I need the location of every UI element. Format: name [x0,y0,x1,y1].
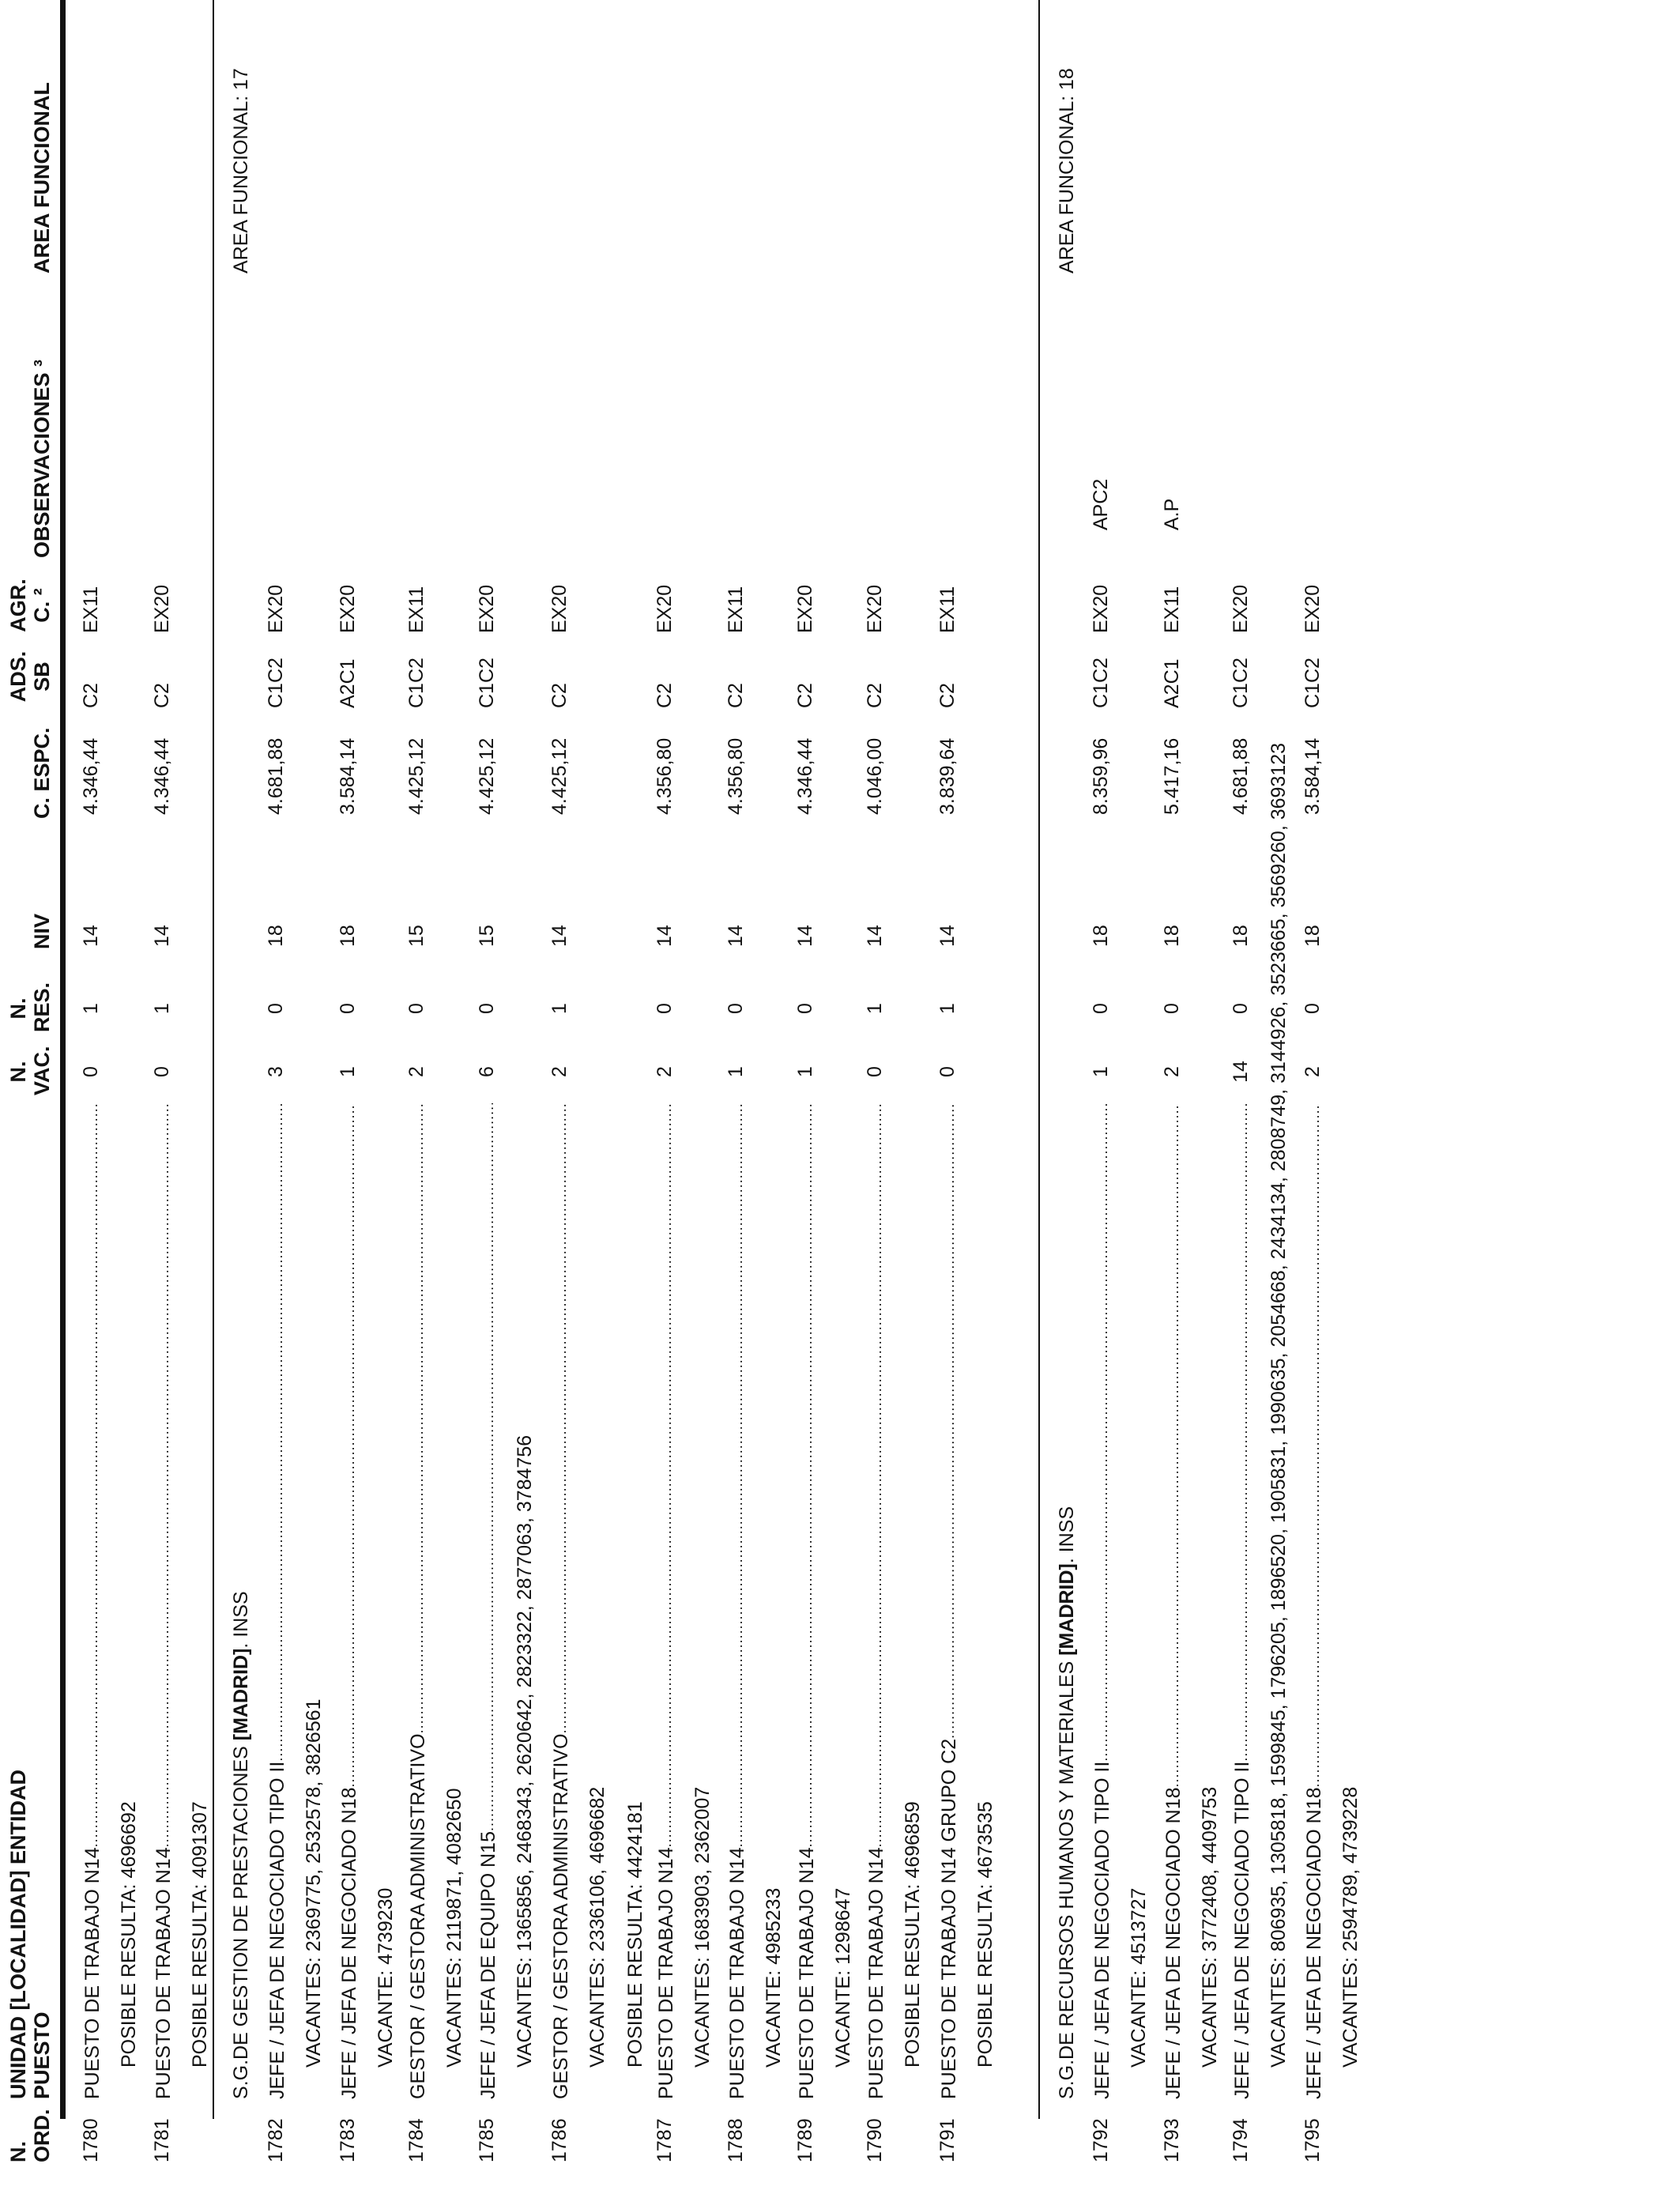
row-c-espc: 4.046,00 [864,737,886,815]
row-n-res: 1 [864,1003,886,1014]
row-ads-sb: C1C2 [405,658,428,708]
row-agr-c: EX20 [1230,584,1252,633]
row-n-res: 0 [476,1003,498,1014]
dot-leader [548,1103,573,1733]
row-n-res: 1 [151,1003,173,1014]
row-ads-sb: C2 [654,683,676,708]
row-n-vac: 1 [1090,1066,1112,1077]
row-detail: VACANTES: 2369775, 2532578, 3826561 [303,1698,325,2068]
row-niv: 14 [654,925,676,947]
dot-leader [724,1103,749,1847]
row-puesto-label: GESTOR / GESTORA ADMINISTRATIVO [550,1733,572,2099]
row-detail: VACANTES: 2119871, 4082650 [443,1788,465,2068]
row-order-number: 1781 [151,2118,173,2162]
dot-leader [1160,1103,1185,1787]
header-unidad-line2: PUESTO [30,2011,54,2099]
row-ads-sb: C1C2 [1301,658,1324,708]
row-ads-sb: C2 [864,683,886,708]
dot-leader [475,1103,500,1831]
header-n-res-line1: N. [6,997,30,1020]
row-n-res: 0 [725,1003,747,1014]
dot-leader [1301,1103,1326,1787]
row-agr-c: EX11 [1161,586,1183,633]
dot-leader [405,1103,430,1733]
row-puesto [548,1103,573,2099]
section-1-prefix: S.G.DE GESTION DE PRESTACIONES [230,1740,252,2099]
row-agr-c: EX20 [654,584,676,633]
header-observaciones: OBSERVACIONES ³ [30,359,54,558]
row-order-number: 1793 [1161,2118,1183,2162]
dot-leader [79,1103,104,1847]
row-detail: VACANTES: 2594789, 4739228 [1339,1786,1362,2068]
row-puesto [936,1103,961,2099]
row-c-espc: 4.425,12 [476,737,498,815]
row-order-number: 1782 [265,2118,287,2162]
dot-leader [653,1103,678,1847]
row-order-number: 1790 [864,2118,886,2162]
row-niv: 18 [337,925,359,947]
dot-leader [150,1103,175,1847]
row-detail: VACANTE: 4985233 [763,1887,785,2068]
section-rule-1 [213,0,214,2119]
row-niv: 15 [405,925,428,947]
row-order-number: 1784 [405,2118,428,2162]
row-c-espc: 3.584,14 [1301,737,1324,815]
header-ads-line1: ADS. [6,650,30,703]
row-ads-sb: A2C1 [1161,658,1183,708]
row-agr-c: EX20 [476,584,498,633]
row-detail: POSIBLE RESULTA: 4696859 [902,1801,924,2068]
header-n-res-line2: RES. [30,982,54,1032]
header-rule [60,0,66,2119]
row-n-res: 1 [936,1003,959,1014]
row-puesto-label: PUESTO DE TRABAJO N14 [81,1847,104,2099]
row-observaciones: APC2 [1090,478,1112,530]
row-puesto-label: JEFE / JEFA DE NEGOCIADO N18 [338,1787,360,2099]
row-niv: 14 [794,925,816,947]
row-detail: VACANTES: 2336106, 4696682 [586,1786,608,2068]
row-n-res: 0 [794,1003,816,1014]
row-niv: 18 [1090,925,1112,947]
row-ads-sb: C2 [936,683,959,708]
section-2-area: AREA FUNCIONAL: 18 [1056,68,1078,273]
row-c-espc: 8.359,96 [1090,737,1112,815]
row-order-number: 1788 [725,2118,747,2162]
row-niv: 14 [151,925,173,947]
row-n-vac: 0 [80,1066,102,1077]
section-1-suffix: . INSS [230,1591,252,1649]
row-puesto [405,1103,430,2099]
row-agr-c: EX20 [548,584,571,633]
row-order-number: 1783 [337,2118,359,2162]
row-agr-c: EX11 [80,586,102,633]
row-puesto-label: JEFE / JEFA DE NEGOCIADO N18 [1303,1787,1325,2099]
section-1-location: [MADRID] [230,1648,252,1741]
row-puesto-label: JEFE / JEFA DE NEGOCIADO N18 [1162,1787,1185,2099]
row-agr-c: EX20 [151,584,173,633]
row-detail: POSIBLE RESULTA: 4673535 [974,1801,996,2068]
row-puesto-label: PUESTO DE TRABAJO N14 [796,1847,818,2099]
row-n-res: 0 [1161,1003,1183,1014]
row-puesto [336,1103,361,2099]
row-ads-sb: C2 [80,683,102,708]
row-detail: VACANTE: 4739230 [375,1887,397,2068]
row-puesto [1160,1103,1185,2099]
row-puesto-label: GESTOR / GESTORA ADMINISTRATIVO [407,1733,429,2099]
row-puesto [79,1103,104,2099]
row-n-res: 0 [1301,1003,1324,1014]
row-order-number: 1787 [654,2118,676,2162]
dot-leader [264,1103,289,1762]
row-agr-c: EX11 [725,586,747,633]
section-1-area: AREA FUNCIONAL: 17 [230,68,252,273]
row-order-number: 1794 [1230,2118,1252,2162]
row-niv: 14 [725,925,747,947]
dot-leader [793,1103,819,1847]
row-agr-c: EX20 [337,584,359,633]
row-c-espc: 4.681,88 [265,737,287,815]
row-niv: 18 [265,925,287,947]
header-c-espc: C. ESPC. [30,727,54,819]
row-n-vac: 2 [548,1066,571,1077]
row-puesto-label: JEFE / JEFA DE NEGOCIADO TIPO II [266,1761,288,2099]
row-puesto-label: JEFE / JEFA DE NEGOCIADO TIPO II [1091,1761,1113,2099]
row-ads-sb: C1C2 [1230,658,1252,708]
row-ads-sb: A2C1 [337,658,359,708]
row-puesto [863,1103,888,2099]
row-puesto-label: PUESTO DE TRABAJO N14 [153,1847,175,2099]
header-n-vac [6,1048,54,1095]
row-observaciones: A.P [1161,498,1183,530]
row-agr-c: EX20 [1090,584,1112,633]
row-n-res: 0 [1230,1003,1252,1014]
row-agr-c: EX11 [405,586,428,633]
row-detail: VACANTE: 1298647 [832,1887,854,2068]
row-n-res: 1 [548,1003,571,1014]
row-ads-sb: C2 [725,683,747,708]
row-c-espc: 4.356,80 [654,737,676,815]
row-puesto [793,1103,819,2099]
row-order-number: 1789 [794,2118,816,2162]
row-puesto-label: PUESTO DE TRABAJO N14 GRUPO C2 [938,1738,960,2099]
row-n-vac: 2 [1301,1066,1324,1077]
header-agr-line2: C. ² [30,588,54,623]
row-detail: POSIBLE RESULTA: 4091307 [189,1801,211,2068]
row-ads-sb: C2 [151,683,173,708]
section-2-suffix: . INSS [1056,1506,1078,1564]
row-niv: 18 [1161,925,1183,947]
row-n-res: 0 [1090,1003,1112,1014]
header-n-ord [6,2109,54,2163]
dot-leader [336,1103,361,1787]
header-n-res [6,982,54,1032]
row-puesto [724,1103,749,2099]
row-order-number: 1795 [1301,2118,1324,2162]
row-n-vac: 2 [654,1066,676,1077]
header-area-funcional: AREA FUNCIONAL [30,82,54,273]
row-detail: POSIBLE RESULTA: 4696692 [118,1801,140,2068]
row-n-vac: 6 [476,1066,498,1077]
dot-leader [936,1103,961,1739]
header-unidad-line1: UNIDAD [LOCALIDAD] ENTIDAD [6,1770,30,2099]
row-puesto [150,1103,175,2099]
row-order-number: 1791 [936,2118,959,2162]
dot-leader [1229,1103,1254,1762]
row-puesto [653,1103,678,2099]
row-detail-2: POSIBLE RESULTA: 4424181 [624,1801,646,2068]
row-niv: 15 [476,925,498,947]
header-agr-line1: AGR. [6,579,30,632]
row-ads-sb: C1C2 [476,658,498,708]
row-detail: VACANTES: 806935, 1305818, 1599845, 1796205, 1896520, 1905831, 1990635, 2054668, 2434134, 2808749, 3144926, 3523665, 3569260, 3693123 [1268,742,1290,2068]
row-n-vac: 1 [725,1066,747,1077]
row-order-number: 1780 [80,2118,102,2162]
row-n-vac: 3 [265,1066,287,1077]
section-rule-2 [1038,0,1040,2119]
row-niv: 18 [1230,925,1252,947]
row-ads-sb: C2 [794,683,816,708]
row-agr-c: EX20 [864,584,886,633]
dot-leader [1089,1103,1114,1762]
row-puesto [264,1103,289,2099]
row-order-number: 1785 [476,2118,498,2162]
row-c-espc: 4.681,88 [1230,737,1252,815]
row-n-vac: 1 [794,1066,816,1077]
row-n-res: 0 [405,1003,428,1014]
row-n-res: 0 [265,1003,287,1014]
row-c-espc: 4.356,80 [725,737,747,815]
row-puesto [1301,1103,1326,2099]
section-2-heading [1055,1506,1079,2099]
row-c-espc: 4.425,12 [405,737,428,815]
section-2-location: [MADRID] [1056,1563,1078,1656]
row-n-vac: 0 [151,1066,173,1077]
header-agr-c [6,578,54,633]
row-ads-sb: C1C2 [265,658,287,708]
row-detail: VACANTES: 1365856, 2468343, 2620642, 2823322, 2877063, 3784756 [514,1434,536,2068]
row-niv: 14 [936,925,959,947]
row-c-espc: 4.346,44 [80,737,102,815]
row-c-espc: 4.346,44 [151,737,173,815]
row-c-espc: 4.425,12 [548,737,571,815]
section-1-heading [229,1591,253,2099]
row-puesto-label: JEFE / JEFA DE EQUIPO N15 [477,1831,499,2099]
row-ads-sb: C2 [548,683,571,708]
row-niv: 18 [1301,925,1324,947]
row-c-espc: 4.346,44 [794,737,816,815]
row-puesto [1089,1103,1114,2099]
row-n-vac: 14 [1230,1061,1252,1083]
row-c-espc: 3.584,14 [337,737,359,815]
row-puesto-label: PUESTO DE TRABAJO N14 [865,1847,887,2099]
row-niv: 14 [80,925,102,947]
header-n-ord-line2: ORD. [30,2109,54,2162]
dot-leader [863,1103,888,1847]
row-niv: 14 [548,925,571,947]
section-2-prefix: S.G.DE RECURSOS HUMANOS Y MATERIALES [1056,1655,1078,2099]
row-agr-c: EX11 [936,586,959,633]
header-n-ord-line1: N. [6,2141,30,2162]
row-puesto-label: JEFE / JEFA DE NEGOCIADO TIPO II [1231,1761,1253,2099]
row-n-res: 0 [654,1003,676,1014]
row-n-vac: 2 [405,1066,428,1077]
header-n-vac-line2: VAC. [30,1046,54,1095]
header-unidad [6,1770,54,2099]
row-c-espc: 3.839,64 [936,737,959,815]
row-c-espc: 5.417,16 [1161,737,1183,815]
row-puesto [1229,1103,1254,2099]
row-order-number: 1786 [548,2118,571,2162]
row-n-vac: 0 [864,1066,886,1077]
row-order-number: 1792 [1090,2118,1112,2162]
header-ads-line2: SB [30,662,54,692]
row-agr-c: EX20 [265,584,287,633]
row-n-vac: 1 [337,1066,359,1077]
row-agr-c: EX20 [794,584,816,633]
header-n-vac-line1: N. [6,1061,30,1083]
row-detail: VACANTE: 4513727 [1128,1887,1150,2068]
row-detail: VACANTES: 1683903, 2362007 [691,1786,714,2068]
row-niv: 14 [864,925,886,947]
header-ads-sb [6,649,54,704]
row-puesto [475,1103,500,2099]
row-agr-c: EX20 [1301,584,1324,633]
row-n-res: 0 [337,1003,359,1014]
row-puesto-label: PUESTO DE TRABAJO N14 [655,1847,677,2099]
row-n-res: 1 [80,1003,102,1014]
row-n-vac: 0 [936,1066,959,1077]
row-puesto-label: PUESTO DE TRABAJO N14 [726,1847,748,2099]
row-n-vac: 2 [1161,1066,1183,1077]
row-detail: VACANTES: 3772408, 4409753 [1199,1786,1221,2068]
row-ads-sb: C1C2 [1090,658,1112,708]
header-niv: NIV [30,913,54,949]
